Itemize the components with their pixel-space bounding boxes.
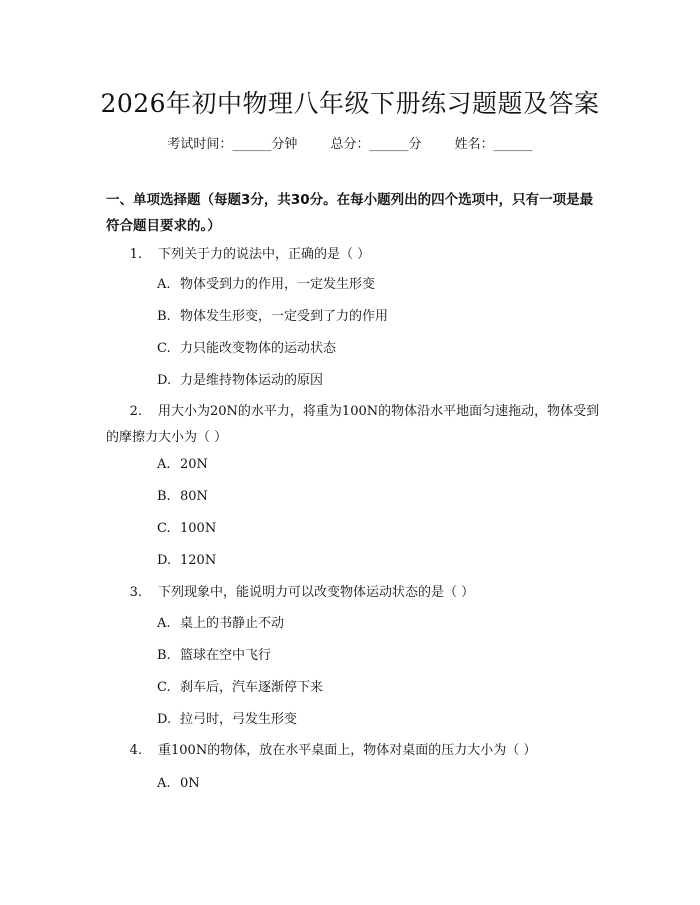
option-4a xyxy=(157,773,200,795)
option-1d xyxy=(157,370,323,392)
option-label: B. xyxy=(157,309,171,324)
option-3b xyxy=(157,645,271,667)
option-text: 物体受到力的作用，一定发生形变 xyxy=(180,277,376,292)
student-name: 姓名：______ xyxy=(454,137,533,152)
option-text: 拉弓时，弓发生形变 xyxy=(180,712,298,727)
option-text: 物体发生形变，一定受到了力的作用 xyxy=(180,309,389,324)
option-label: C. xyxy=(157,341,171,356)
option-3c xyxy=(157,677,323,699)
total-score: 总分：______分 xyxy=(330,137,422,152)
option-text: 桌上的书静止不动 xyxy=(180,616,285,631)
question-3 xyxy=(106,580,602,606)
question-4 xyxy=(106,738,602,764)
option-1b xyxy=(157,306,388,328)
question-1 xyxy=(106,242,602,268)
option-text: 力是维持物体运动的原因 xyxy=(180,373,324,388)
option-text: 80N xyxy=(180,489,208,504)
option-1c xyxy=(157,338,336,360)
question-stem: 重100N的物体，放在水平桌面上，物体对桌面的压力大小为（ ） xyxy=(158,743,537,758)
option-label: B. xyxy=(157,489,171,504)
question-stem: 用大小为20N的水平力，将重为100N的物体沿水平地面匀速拖动，物体受到的摩擦力大小为（ ） xyxy=(106,404,600,445)
option-2b xyxy=(157,486,208,508)
question-2 xyxy=(106,399,602,451)
option-label: A. xyxy=(157,616,171,631)
option-2a xyxy=(157,454,208,476)
option-text: 100N xyxy=(180,521,217,536)
option-label: A. xyxy=(157,277,171,292)
section-heading: 一、单项选择题（每题3分，共30分。在每小题列出的四个选项中，只有一项是最符合题目要求的。） xyxy=(106,192,594,234)
question-number: 4. xyxy=(129,743,142,758)
option-text: 篮球在空中飞行 xyxy=(180,648,272,663)
option-label: A. xyxy=(157,776,171,791)
question-number: 1. xyxy=(129,247,142,262)
option-2d xyxy=(157,550,216,572)
option-2c xyxy=(157,518,216,540)
question-stem: 下列现象中，能说明力可以改变物体运动状态的是（ ） xyxy=(158,585,475,600)
option-text: 力只能改变物体的运动状态 xyxy=(180,341,337,356)
option-label: D. xyxy=(157,712,172,727)
option-1a xyxy=(157,274,375,296)
question-stem: 下列关于力的说法中，正确的是（ ） xyxy=(158,247,371,262)
option-label: A. xyxy=(157,457,171,472)
option-label: B. xyxy=(157,648,171,663)
exam-time: 考试时间：______分钟 xyxy=(167,137,298,152)
exam-meta xyxy=(0,133,700,152)
question-number: 2. xyxy=(129,404,142,419)
option-text: 20N xyxy=(180,457,208,472)
option-text: 0N xyxy=(180,776,200,791)
option-label: D. xyxy=(157,373,172,388)
option-3a xyxy=(157,613,284,635)
option-text: 刹车后，汽车逐渐停下来 xyxy=(180,680,324,695)
question-number: 3. xyxy=(129,585,142,600)
document-title: 2026年初中物理八年级下册练习题题及答案 xyxy=(100,89,600,118)
option-text: 120N xyxy=(180,553,217,568)
option-label: C. xyxy=(157,521,171,536)
option-label: C. xyxy=(157,680,171,695)
option-3d xyxy=(157,709,297,731)
option-label: D. xyxy=(157,553,172,568)
